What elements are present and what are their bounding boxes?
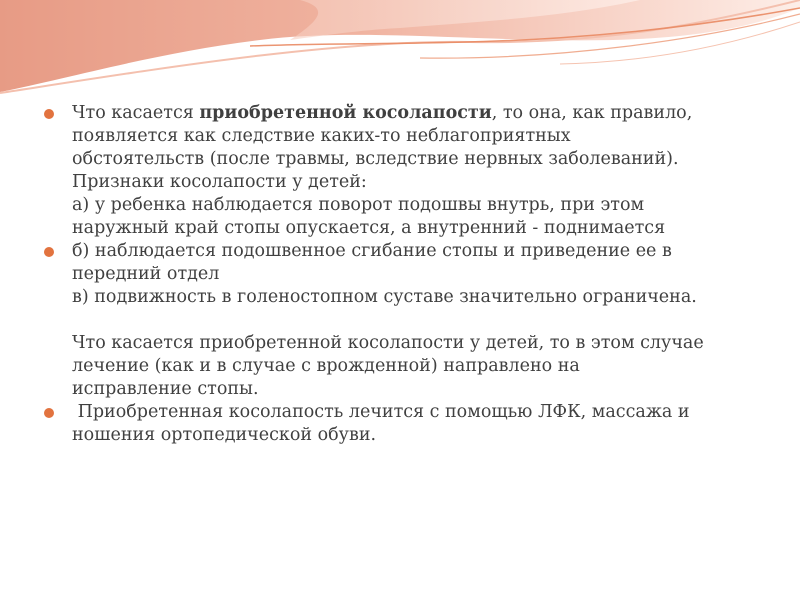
bullet-item-1 <box>40 102 780 240</box>
text-run: , то она, как правило, <box>491 103 693 123</box>
text-line <box>72 102 780 125</box>
bold-term: приобретенной косолапости <box>199 103 492 123</box>
text-line: а) у ребенка наблюдается поворот подошвы внутрь, при этом <box>72 195 645 215</box>
text-line: исправление стопы. <box>72 379 259 399</box>
text-line: передний отдел <box>72 264 220 284</box>
bullet-item-3 <box>40 401 780 447</box>
blank-line <box>72 309 780 332</box>
text-line: лечение (как и в случае с врожденной) направлено на <box>72 356 580 376</box>
text-line: обстоятельств (после травмы, вследствие нервных заболеваний). <box>72 149 679 169</box>
text-line: Что касается приобретенной косолапости у детей, то в этом случае <box>72 333 704 353</box>
bullet-dot-icon <box>44 247 54 257</box>
text-line: в) подвижность в голеностопном суставе значительно ограничена. <box>72 287 697 307</box>
text-run: Что касается <box>72 103 200 123</box>
text-line: Признаки косолапости у детей: <box>72 172 367 192</box>
slide-content <box>40 102 780 447</box>
bullet-dot-icon <box>44 408 54 418</box>
text-line: появляется как следствие каких-то неблагоприятных <box>72 126 571 146</box>
header-wave-banner <box>0 0 800 95</box>
text-line: наружный край стопы опускается, а внутренний - поднимается <box>72 218 666 238</box>
text-line: Приобретенная косолапость лечится с помощью ЛФК, массажа и <box>72 402 690 422</box>
text-line: ношения ортопедической обуви. <box>72 425 377 445</box>
text-line: б) наблюдается подошвенное сгибание стопы и приведение ее в <box>72 241 672 261</box>
bullet-item-2 <box>40 240 780 401</box>
bullet-dot-icon <box>44 109 54 119</box>
